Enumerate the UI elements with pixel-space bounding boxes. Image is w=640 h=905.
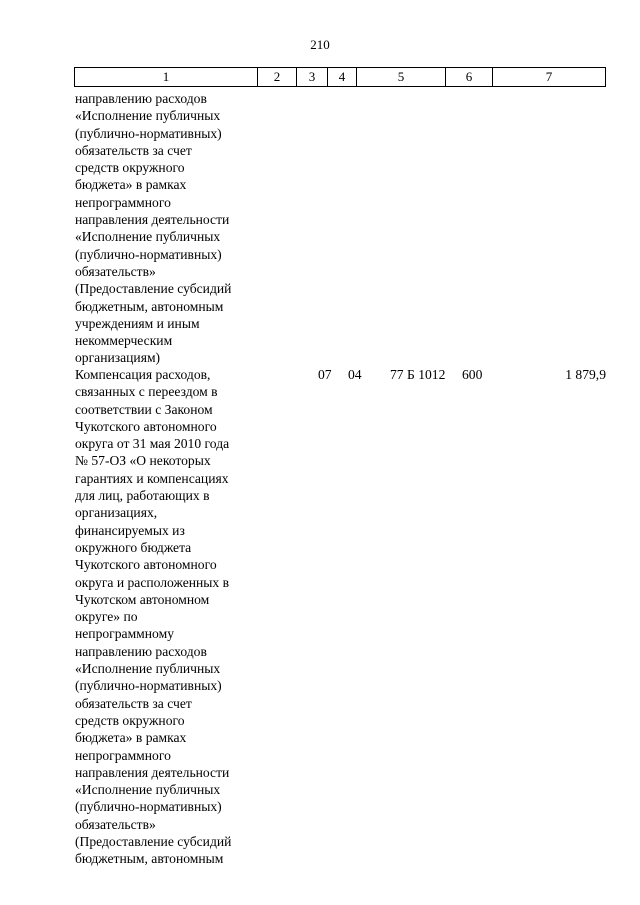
text-line: бюджета» в рамках	[75, 730, 187, 746]
header-col-1: 1	[75, 68, 258, 86]
text-line: обязательств за счет	[75, 695, 192, 711]
header-col-7: 7	[545, 69, 553, 84]
text-line: организациях,	[75, 505, 158, 521]
text-line: финансируемых из	[75, 522, 185, 538]
text-line: округа и расположенных в	[75, 574, 230, 590]
text-line: «Исполнение публичных	[75, 229, 221, 245]
row-2-col-7: 1 879,9	[565, 367, 606, 382]
text-line: направления деятельности	[75, 212, 230, 228]
text-line: «Исполнение публичных	[75, 108, 221, 124]
text-line: обязательств»	[75, 816, 156, 832]
text-line: направления деятельности	[75, 764, 230, 780]
text-line: средств окружного	[75, 160, 185, 176]
text-line: соответствии с Законом	[75, 401, 213, 417]
text-line: «Исполнение публичных	[75, 782, 221, 798]
text-line: непрограммного	[75, 747, 171, 763]
header-col-6: 6	[446, 68, 493, 86]
text-line: учреждениям и иным	[75, 315, 200, 331]
text-line: (публично-нормативных)	[75, 678, 222, 694]
text-line: окружного бюджета	[75, 539, 192, 555]
text-line: (публично-нормативных)	[75, 799, 222, 815]
text-line: (Предоставление субсидий	[75, 834, 232, 850]
text-line: направлению расходов	[75, 643, 207, 659]
table-header-row	[74, 67, 606, 87]
row-2-col-3: 07	[318, 367, 332, 382]
text-line: (публично-нормативных)	[75, 125, 222, 141]
text-line: (публично-нормативных)	[75, 246, 222, 262]
text-line: округа от 31 мая 2010 года	[75, 436, 230, 452]
text-line: средств окружного	[75, 712, 185, 728]
header-col-3: 3	[297, 68, 328, 86]
text-line: № 57-ОЗ «О некоторых	[75, 453, 211, 469]
text-line: обязательств за счет	[75, 142, 192, 158]
text-line: Чукотском автономном	[75, 591, 210, 607]
row-2-col-6: 600	[462, 367, 483, 382]
text-line: бюджета» в рамках	[75, 177, 187, 193]
text-line: округе» по	[75, 609, 138, 625]
row-2-col-4: 04	[348, 367, 362, 382]
text-line: для лиц, работающих в	[75, 488, 210, 504]
text-line: бюджетным, автономным	[75, 298, 224, 314]
text-line: связанных с переездом в	[75, 384, 218, 400]
text-line: организациям)	[75, 350, 161, 366]
text-line: Компенсация расходов,	[75, 367, 211, 382]
text-line: «Исполнение публичных	[75, 661, 221, 677]
row-2-col-5: 77 Б 1012	[390, 367, 446, 382]
header-col-2: 2	[258, 68, 297, 86]
text-line: непрограммному	[75, 626, 174, 642]
text-line: (Предоставление субсидий	[75, 281, 232, 297]
header-col-4: 4	[328, 68, 357, 86]
row-2-description	[75, 366, 265, 868]
header-col-5: 5	[357, 68, 446, 86]
page-number: 210	[310, 37, 330, 52]
text-line: Чукотского автономного	[75, 418, 217, 434]
text-line: некоммерческим	[75, 333, 173, 349]
row-1-description	[75, 90, 265, 367]
text-line: обязательств»	[75, 263, 156, 279]
text-line: направлению расходов	[75, 91, 207, 106]
text-line: бюджетным, автономным	[75, 851, 224, 867]
text-line: Чукотского автономного	[75, 557, 217, 573]
text-line: гарантиях и компенсациях	[75, 470, 229, 486]
text-line: непрограммного	[75, 194, 171, 210]
